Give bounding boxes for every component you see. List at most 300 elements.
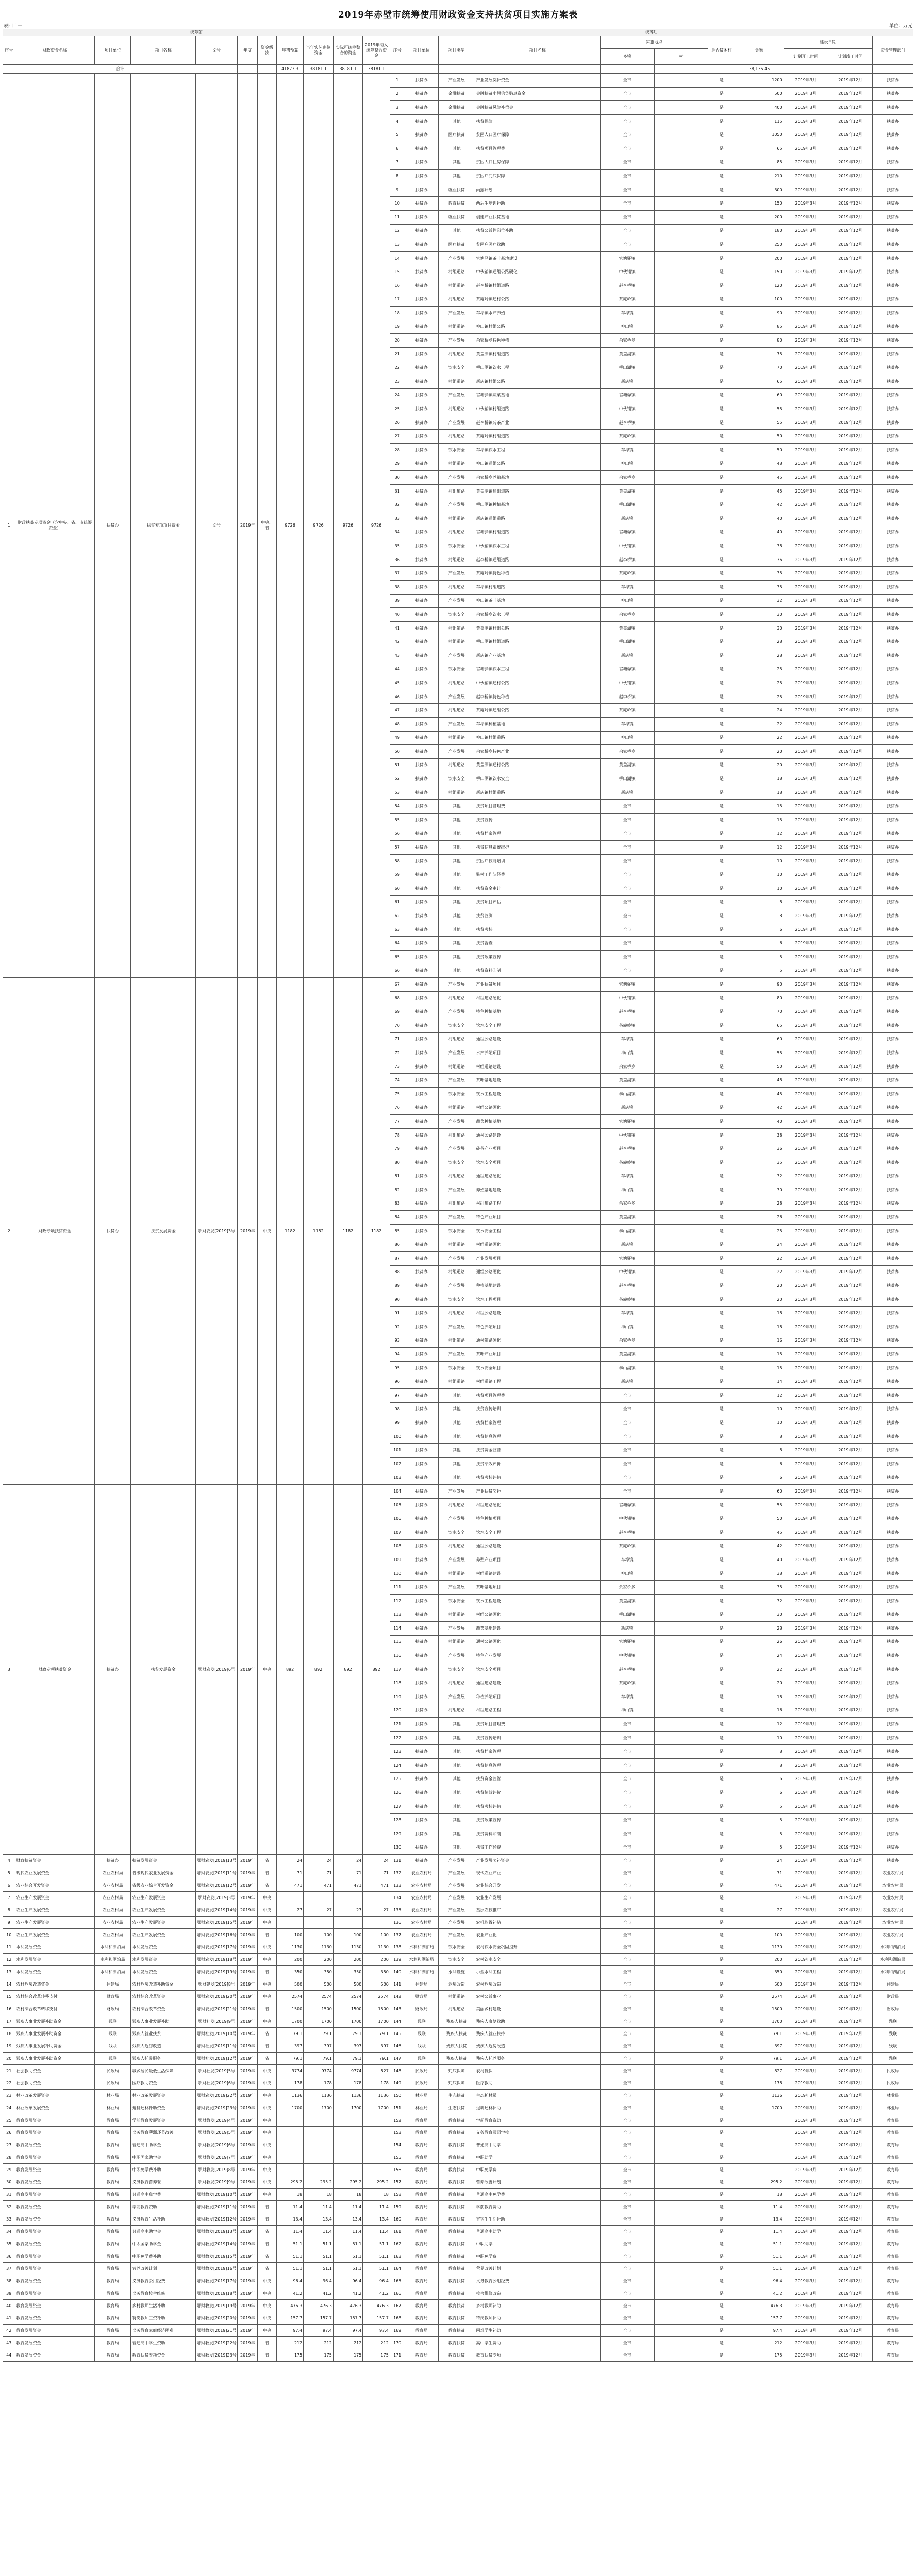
row-manager: 教育局 [873,2300,913,2312]
row-dept: 扶贫办 [405,210,438,224]
row-fund: 农业生产发展资金 [15,1929,94,1941]
col-money: 金额 [735,36,784,65]
row-start: 2019年3月 [784,2275,828,2287]
row-dept: 扶贫办 [405,1183,438,1197]
row-end: 2019年12月 [828,1649,872,1663]
row-into: 51.1 [363,2250,390,2263]
row-adjusted: 1700 [333,2015,363,2028]
row-dept-after: 教育局 [405,2127,438,2139]
row-end: 2019年12月 [828,1512,872,1526]
row-doc: 鄂财教发[2019]6号 [196,2139,238,2151]
row-name: 柳山湖镇饮水工程 [475,361,600,375]
row-idx: 111 [390,1581,405,1595]
row-end: 2019年12月 [828,937,872,951]
row-dept: 扶贫办 [405,1485,438,1499]
row-money: 14 [735,1375,784,1389]
row-town: 官塘驿镇 [600,388,654,402]
row-idx: 143 [390,2003,405,2015]
row-money: 28 [735,1197,784,1211]
row-idx: 4 [390,114,405,128]
row-end: 2019年12月 [828,334,872,348]
row-town: 全市 [600,1978,654,1991]
row-start: 2019年3月 [784,2077,828,2090]
row-dept: 扶贫办 [405,457,438,471]
row-end: 2019年12月 [828,2040,872,2053]
row-name: 饮水工程项目 [475,1293,600,1307]
row-dept: 民政局 [94,2077,131,2090]
row-town: 余家桥乡 [600,608,654,622]
row-idx: 48 [390,717,405,731]
row-idx: 45 [390,676,405,690]
row-name: 饮水安全工程 [475,1019,600,1032]
row-type: 产业发展 [438,1142,475,1156]
row-town: 官塘驿镇 [600,526,654,539]
row-doc: 鄂财农发[2019]14号 [196,1904,238,1917]
row-town: 全市 [600,2250,654,2263]
row-dept: 扶贫办 [405,279,438,293]
row-budget [276,2164,303,2176]
row-adjusted: 100 [333,1929,363,1941]
row-doc: 鄂财社发[2019]12号 [196,2053,238,2065]
row-dept: 教育局 [94,2139,131,2151]
row-town: 中伙铺镇 [600,402,654,416]
row-money: 5 [735,1827,784,1841]
row-budget: 2574 [276,1991,303,2003]
row-manager: 农业农村局 [873,1929,913,1941]
row-into: 476.3 [363,2300,390,2312]
row-town: 全市 [600,101,654,115]
row-money: 45 [735,1526,784,1539]
col-amount: 当年实际到位资金 [304,36,334,65]
row-end: 2019年12月 [828,2275,872,2287]
row-idx: 49 [390,731,405,745]
row-start: 2019年3月 [784,841,828,855]
row-type: 饮水安全 [438,1019,475,1032]
row-village [654,2349,708,2362]
row-dept-after: 教育局 [405,2325,438,2337]
row-adjusted [333,2139,363,2151]
row-end: 2019年12月 [828,2127,872,2139]
row-name: 村组道路硬化 [475,1238,600,1252]
row-end: 2019年12月 [828,1471,872,1485]
row-start: 2019年3月 [784,1307,828,1320]
fund-table [3,29,913,2362]
row-support: 是 [708,1279,735,1293]
total-label: 合计 [3,65,238,74]
row-level: 省 [258,2053,277,2065]
row-name: 扶贫项目管理费 [475,1718,600,1732]
row-town: 全市 [600,895,654,909]
row-dept: 教育局 [94,2164,131,2176]
row-manager: 扶贫办 [873,649,913,663]
row-start: 2019年3月 [784,1334,828,1348]
row-year: 2019年 [238,2226,258,2238]
row-into: 18 [363,2189,390,2201]
row-town: 神山镇 [600,1567,654,1581]
row-type: 产业发展 [438,416,475,430]
row-idx: 115 [390,1635,405,1649]
row-village [654,1718,708,1732]
row-village [654,1087,708,1101]
row-town: 官塘驿镇 [600,663,654,676]
row-village [654,553,708,567]
row-proj: 乡村教师生活补助 [131,2300,196,2312]
row-idx: 6 [390,142,405,156]
row-money: 350 [735,1966,784,1978]
col-village: 村 [654,49,708,65]
row-town: 中伙铺镇 [600,1265,654,1279]
row-idx: 147 [390,2053,405,2065]
row-manager: 扶贫办 [873,1279,913,1293]
row-fund: 教育发展资金 [15,2151,94,2164]
row-doc: 鄂财教发[2019]19号 [196,2300,238,2312]
row-idx: 56 [390,827,405,841]
row-year: 2019年 [238,1929,258,1941]
row-type: 村组道路 [438,1128,475,1142]
row-end: 2019年12月 [828,923,872,937]
row-adjusted [333,2127,363,2139]
row-adjusted: 1700 [333,2102,363,2114]
row-support: 是 [708,1087,735,1101]
row-into: 175 [363,2349,390,2362]
row-idx: 85 [390,1224,405,1238]
row-village [654,1170,708,1183]
row-end: 2019年12月 [828,1320,872,1334]
row-town: 中伙铺镇 [600,1512,654,1526]
row-name: 新店镇产业基地 [475,649,600,663]
row-manager: 教育局 [873,2275,913,2287]
row-town: 车埠镇 [600,580,654,594]
row-year: 2019年 [238,2275,258,2287]
row-support: 是 [708,1867,735,1879]
row-end: 2019年12月 [828,1814,872,1827]
row-dept: 教育局 [94,2287,131,2300]
row-name: 农村饮水安全 [475,1954,600,1966]
row-town: 全市 [600,2065,654,2077]
row-idx: 78 [390,1128,405,1142]
row-name: 通组道路建设 [475,1676,600,1690]
row-idx: 109 [390,1553,405,1567]
row-end: 2019年12月 [828,567,872,581]
row-dept: 扶贫办 [405,375,438,389]
row-end: 2019年12月 [828,1334,872,1348]
row-start: 2019年3月 [784,2102,828,2114]
row-dept-after: 残联 [405,2053,438,2065]
row-manager: 扶贫办 [873,1238,913,1252]
row-proj: 残疾人事业发展补助 [131,2015,196,2028]
col-name: 项目名称 [475,36,600,65]
row-name: 扶贫资料印制 [475,1827,600,1841]
row-manager: 农业农村局 [873,1892,913,1904]
row-name: 中职助学 [475,2238,600,2250]
row-dept: 扶贫办 [405,663,438,676]
row-name: 砖茶产业项目 [475,1142,600,1156]
row-end: 2019年12月 [828,498,872,512]
row-money: 42 [735,1539,784,1553]
row-dept: 扶贫办 [405,895,438,909]
row-amount: 178 [304,2077,334,2090]
row-town: 全市 [600,2312,654,2325]
row-start: 2019年3月 [784,1954,828,1966]
row-support: 是 [708,1904,735,1917]
row-type: 生态扶贫 [438,2090,475,2102]
row-manager: 扶贫办 [873,923,913,937]
row-manager: 扶贫办 [873,909,913,923]
row-type: 饮水安全 [438,1663,475,1676]
row-year: 2019年 [238,2114,258,2127]
row-town: 官塘驿镇 [600,978,654,992]
row-village [654,841,708,855]
row-start: 2019年3月 [784,1917,828,1929]
row-dept-after: 教育局 [405,2287,438,2300]
row-type: 其他 [438,909,475,923]
row-dept: 教育局 [94,2263,131,2275]
row-type: 教育扶贫 [438,2151,475,2164]
row-money: 51.1 [735,2263,784,2275]
row-start: 2019年3月 [784,1402,828,1416]
row-type: 村组道路 [438,1635,475,1649]
row-start: 2019年3月 [784,895,828,909]
row-start: 2019年3月 [784,1539,828,1553]
row-money: 5 [735,1814,784,1827]
row-support: 是 [708,717,735,731]
row-idx: 119 [390,1690,405,1704]
row-type: 其他 [438,1718,475,1732]
row-budget: 96.4 [276,2275,303,2287]
row-money: 28 [735,635,784,649]
row-amount: 397 [304,2040,334,2053]
row-name: 特色种植项目 [475,1512,600,1526]
row-manager: 扶贫办 [873,663,913,676]
row-dept: 扶贫办 [405,361,438,375]
row-support: 是 [708,2090,735,2102]
row-into: 100 [363,1929,390,1941]
band-row [3,29,913,36]
row-type: 村组道路 [438,621,475,635]
row-end: 2019年12月 [828,1827,872,1841]
row-money: 36 [735,1142,784,1156]
header-row-1 [3,36,913,49]
row-idx: 144 [390,2015,405,2028]
row-dept: 扶贫办 [405,1731,438,1745]
row-name: 新店镇村组公路 [475,375,600,389]
row-type: 村组道路 [438,279,475,293]
row-dept: 教育局 [94,2238,131,2250]
row-support: 是 [708,1649,735,1663]
row-money: 20 [735,1293,784,1307]
row-name: 黄盖湖镇通组道路 [475,484,600,498]
row-money: 50 [735,1060,784,1074]
row-amount [304,2127,334,2139]
row-adjusted: 11.4 [333,2201,363,2213]
row-manager: 扶贫办 [873,1320,913,1334]
row-type: 其他 [438,1786,475,1800]
row-end: 2019年12月 [828,827,872,841]
row-idx: 35 [390,539,405,553]
row-village [654,2028,708,2040]
row-proj: 农村综合改革资金 [131,2003,196,2015]
row-town: 全市 [600,882,654,896]
row-support: 是 [708,1252,735,1266]
row-seq: 28 [3,2151,15,2164]
row-name: 营养改善计划 [475,2176,600,2189]
row-type: 村组道路 [438,1676,475,1690]
row-adjusted: 18 [333,2189,363,2201]
row-village [654,416,708,430]
row-level: 中央 [258,2176,277,2189]
row-end: 2019年12月 [828,1265,872,1279]
table-row [3,2312,913,2325]
row-budget: 51.1 [276,2250,303,2263]
row-type: 其他 [438,951,475,964]
row-type: 村组道路 [438,758,475,772]
row-money: 30 [735,608,784,622]
row-manager: 扶贫办 [873,1128,913,1142]
row-support: 是 [708,580,735,594]
row-idx: 75 [390,1087,405,1101]
row-end: 2019年12月 [828,388,872,402]
row-money: 25 [735,690,784,704]
row-name: 中伙铺镇通组公路硬化 [475,265,600,279]
row-end: 2019年12月 [828,1101,872,1115]
row-village [654,1704,708,1718]
row-manager: 扶贫办 [873,1170,913,1183]
row-into [363,2164,390,2176]
row-village [654,1046,708,1060]
row-manager: 扶贫办 [873,1087,913,1101]
row-town: 全市 [600,1941,654,1954]
row-start: 2019年3月 [784,2127,828,2139]
row-manager: 教育局 [873,2349,913,2362]
row-start: 2019年3月 [784,786,828,800]
row-name: 产业发展奖补资金 [475,1855,600,1867]
row-end: 2019年12月 [828,1170,872,1183]
row-fund: 水利发展资金 [15,1941,94,1954]
row-end: 2019年12月 [828,1867,872,1879]
row-level: 省 [258,2263,277,2275]
row-start: 2019年3月 [784,1060,828,1074]
row-support: 是 [708,690,735,704]
row-town: 全市 [600,2015,654,2028]
row-dept: 教育局 [94,2213,131,2226]
row-end: 2019年12月 [828,1183,872,1197]
row-year: 2019年 [238,2151,258,2164]
row-dept: 扶贫办 [405,1814,438,1827]
row-end: 2019年12月 [828,1224,872,1238]
row-adjusted: 500 [333,1978,363,1991]
row-manager: 扶贫办 [873,1704,913,1718]
row-start: 2019年3月 [784,1224,828,1238]
row-type: 教育扶贫 [438,2164,475,2176]
row-village [654,635,708,649]
row-money: 8 [735,895,784,909]
row-town: 全市 [600,2226,654,2238]
row-adjusted: 178 [333,2077,363,2090]
row-village [654,539,708,553]
row-idx: 124 [390,1759,405,1773]
row-start: 2019年3月 [784,1704,828,1718]
row-idx: 80 [390,1156,405,1170]
row-start: 2019年3月 [784,621,828,635]
row-doc: 鄂财教发[2019]14号 [196,2238,238,2250]
row-dept: 扶贫办 [405,238,438,252]
row-level: 中央 [258,2102,277,2114]
row-end: 2019年12月 [828,2065,872,2077]
row-town: 全市 [600,2287,654,2300]
row-start: 2019年3月 [784,1581,828,1595]
row-manager: 教育局 [873,2139,913,2151]
row-dept: 扶贫办 [405,882,438,896]
row-support: 是 [708,539,735,553]
row-end: 2019年12月 [828,2102,872,2114]
row-money: 178 [735,2077,784,2090]
row-town: 新店镇 [600,1101,654,1115]
row-name: 通组公路硬化 [475,1265,600,1279]
row-name: 茶叶基地项目 [475,1581,600,1595]
row-support: 是 [708,1663,735,1676]
row-amount: 350 [304,1966,334,1978]
row-type: 产业发展 [438,1649,475,1663]
row-name: 茶庵岭镇通组公路 [475,704,600,718]
row-start: 2019年3月 [784,1416,828,1430]
row-town: 全市 [600,2201,654,2213]
row-town: 黄盖湖镇 [600,758,654,772]
row-end: 2019年12月 [828,224,872,238]
table-row [3,2151,913,2164]
row-year: 2019年 [238,2349,258,2362]
row-type: 其他 [438,114,475,128]
row-end: 2019年12月 [828,1087,872,1101]
row-money: 65 [735,1019,784,1032]
row-dept: 教育局 [94,2114,131,2127]
row-town: 神山镇 [600,1704,654,1718]
row-idx: 116 [390,1649,405,1663]
row-manager: 教育局 [873,2337,913,2349]
row-town: 全市 [600,2238,654,2250]
row-village [654,1594,708,1608]
row-money: 55 [735,1498,784,1512]
row-name: 茶庵岭镇村组道路 [475,430,600,444]
row-dept: 教育局 [94,2189,131,2201]
row-end: 2019年12月 [828,2238,872,2250]
group-year: 2019年 [238,1485,258,1855]
row-manager: 扶贫办 [873,786,913,800]
row-start: 2019年3月 [784,2003,828,2015]
row-doc: 鄂财农发[2019]22号 [196,2090,238,2102]
row-support: 是 [708,827,735,841]
row-doc: 鄂财教发[2019]22号 [196,2337,238,2349]
row-money: 250 [735,238,784,252]
row-amount: 476.3 [304,2300,334,2312]
row-name: 扶贫资料印制 [475,964,600,978]
row-amount [304,1917,334,1929]
row-manager: 扶贫办 [873,183,913,197]
row-village [654,1498,708,1512]
row-idx: 122 [390,1731,405,1745]
row-town: 赵李桥镇 [600,1526,654,1539]
row-idx: 157 [390,2176,405,2189]
row-amount: 157.7 [304,2312,334,2325]
row-type: 教育扶贫 [438,197,475,211]
row-town: 全市 [600,2053,654,2065]
row-dept: 扶贫办 [405,1320,438,1334]
row-start: 2019年3月 [784,1814,828,1827]
row-dept: 教育局 [94,2337,131,2349]
row-name: 扶贫项目评估 [475,895,600,909]
row-village [654,690,708,704]
row-dept: 扶贫办 [405,909,438,923]
row-town: 全市 [600,1954,654,1966]
